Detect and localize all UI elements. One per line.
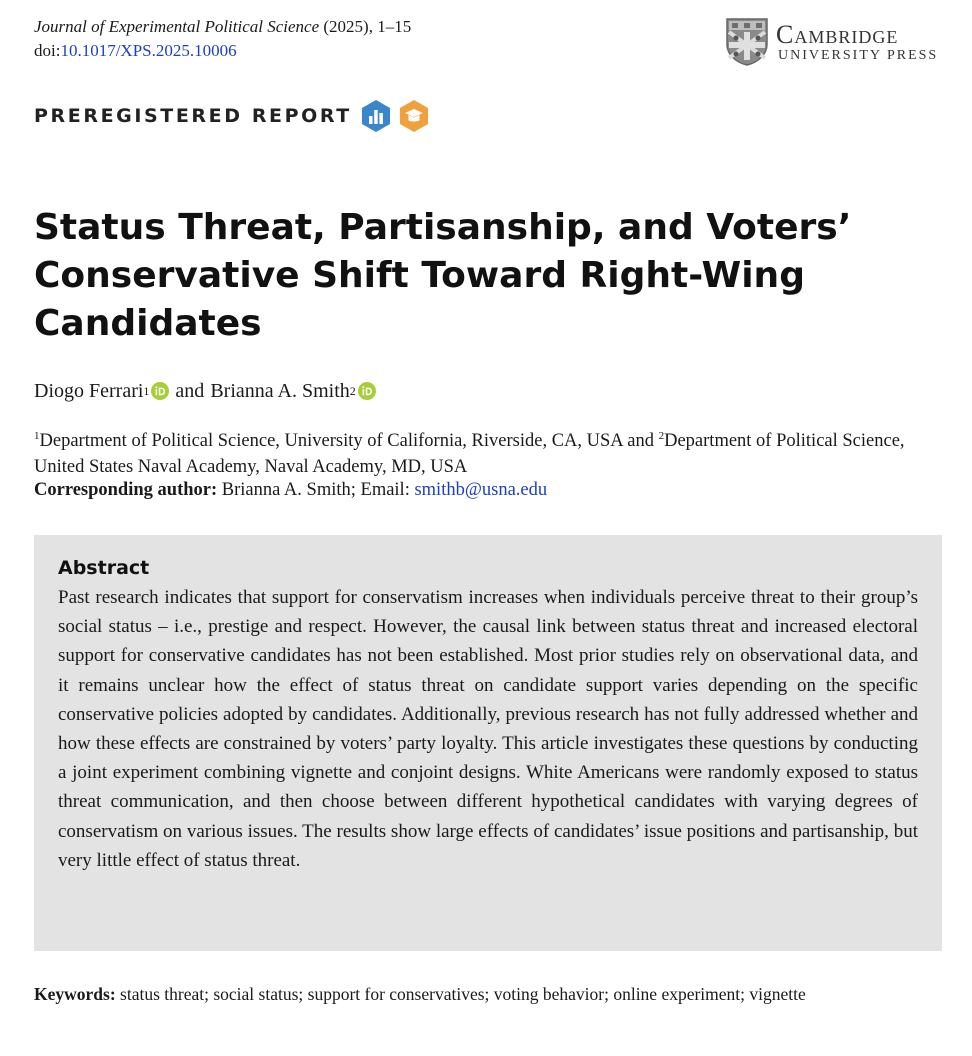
abstract-heading: Abstract xyxy=(58,557,150,579)
open-data-badge-icon[interactable] xyxy=(360,99,392,133)
publisher-logo xyxy=(726,18,950,68)
keywords-label: Keywords: xyxy=(34,984,116,1004)
orcid-icon[interactable] xyxy=(358,382,376,400)
doi-line xyxy=(34,40,237,62)
corresponding-label: Corresponding author: xyxy=(34,480,218,500)
affiliation-2: Department of Political Science, United States Naval Academy, Naval Academy, MD, USA xyxy=(34,431,905,477)
corresponding-name: Brianna A. Smith; Email: xyxy=(221,480,410,500)
article-title: Status Threat, Partisanship, and Voters’ Conservative Shift Toward Right-Wing Candidates xyxy=(34,207,852,344)
affiliation-marker: 1 xyxy=(143,384,150,398)
cambridge-crest-icon xyxy=(726,18,768,66)
author-list xyxy=(34,378,382,404)
affiliation-marker: 2 xyxy=(658,430,665,442)
journal-name: Journal of Experimental Political Science xyxy=(34,17,320,36)
keywords xyxy=(34,981,942,1008)
open-materials-badge-icon[interactable] xyxy=(398,99,430,133)
author-name[interactable]: Brianna A. Smith xyxy=(210,380,350,402)
publisher-name: Cambridge xyxy=(776,20,899,49)
abstract-box xyxy=(34,535,942,951)
affiliations xyxy=(34,423,944,480)
journal-citation xyxy=(34,16,411,38)
email-link[interactable]: smithb@usna.edu xyxy=(414,480,548,500)
keywords-text: status threat; social status; support for conservatives; voting behavior; online experiment; vignette xyxy=(120,984,806,1004)
abstract-text: Past research indicates that support for conservatism increases when individuals perceive threat to their group’s social status – i.e., prestige and respect. However, the causal link between status threat and increased electoral support for conservative candidates has not been established. Most prior studies rely on observational data, and it remains unclear how the effect of status threat on candidate support varies depending on the specific conservative policies adopted by candidates. Additionally, previous research has not fully addressed whether and how these effects are constrained by voters’ party loyalty. This article investigates these questions by conducting a joint experiment combining vignette and conjoint designs. White Americans were randomly exposed to status threat communication, and then choose between different hypothetical candidates with varying degrees of conservatism on various issues. The results show large effects of candidates’ issue positions and partisanship, but very little effect of status threat. xyxy=(58,587,918,871)
report-type-label: PREREGISTERED REPORT xyxy=(34,105,352,127)
publisher-subtitle: UNIVERSITY PRESS xyxy=(778,48,939,63)
doi-link[interactable]: 10.1017/XPS.2025.10006 xyxy=(60,41,237,60)
affiliation-1: Department of Political Science, University of California, Riverside, CA, USA and xyxy=(39,431,659,451)
orcid-icon[interactable] xyxy=(151,382,169,400)
corresponding-author xyxy=(34,477,547,503)
author-name[interactable]: Diogo Ferrari xyxy=(34,380,144,402)
doi-prefix: doi: xyxy=(34,41,61,60)
affiliation-marker: 2 xyxy=(349,384,356,398)
journal-year-pages: (2025), 1–15 xyxy=(323,17,412,36)
report-type xyxy=(34,98,430,134)
affiliation-marker: 1 xyxy=(34,430,40,442)
author-joiner: and xyxy=(175,380,205,402)
